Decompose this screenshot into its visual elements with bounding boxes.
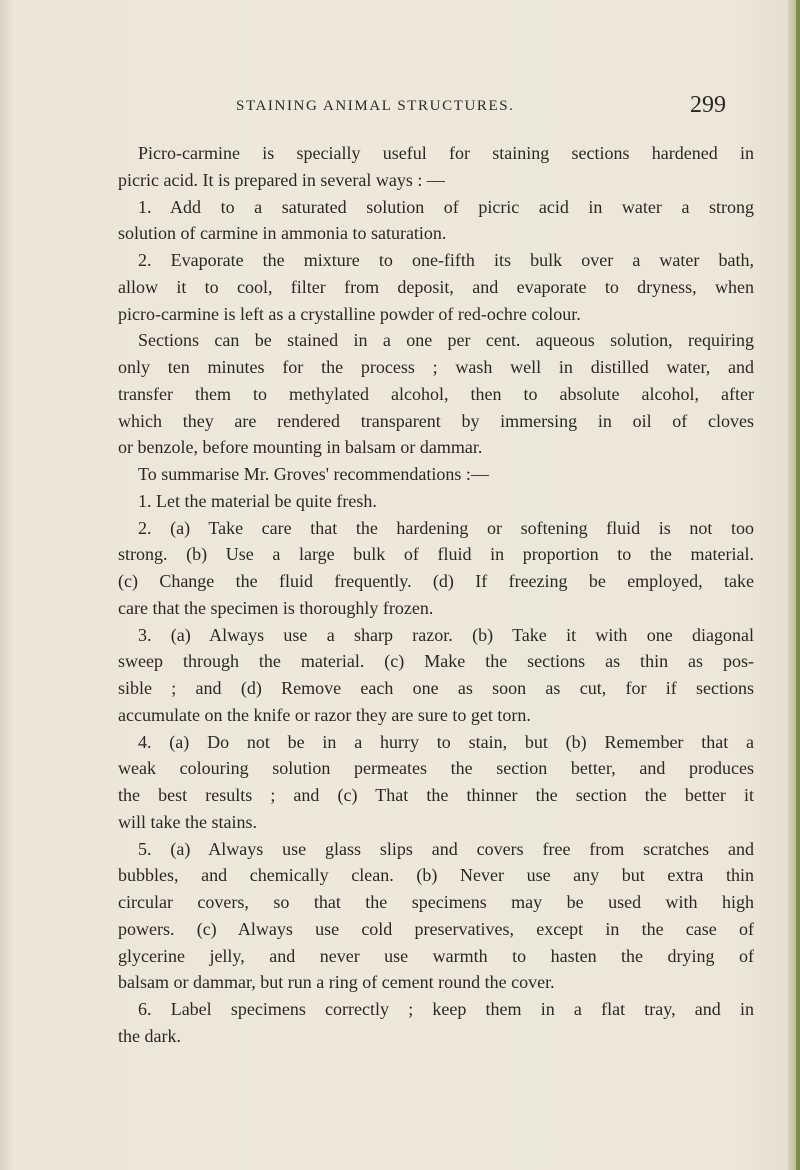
text-line: Picro-carmine is specially useful for staining sections hardened in	[138, 143, 754, 163]
text-line: transfer them to methylated alcohol, then to absolute alcohol, after	[118, 383, 754, 404]
text-line: Sections can be stained in a one per cent. aqueous solution, requiring	[138, 330, 754, 351]
text-line: circular covers, so that the specimens may be used with high	[118, 892, 754, 912]
text-line: glycerine jelly, and never use warmth to hasten the drying of	[118, 945, 754, 966]
text-line: the best results ; and (c) That the thinner the section the better it	[118, 785, 754, 805]
text-line: 1. Let the material be quite fresh.	[138, 490, 377, 511]
page-right-edge	[788, 0, 800, 1170]
page-header	[118, 92, 760, 122]
page-number: 299	[690, 92, 726, 118]
page-gutter-shadow	[0, 0, 10, 1170]
running-head: STAINING ANIMAL STRUCTURES.	[236, 98, 515, 114]
text-line: picric acid. It is prepared in several ways : —	[118, 169, 445, 190]
text-line: sweep through the material. (c) Make the sections as thin as pos-	[118, 651, 754, 672]
text-line: weak colouring solution permeates the section better, and produces	[118, 758, 754, 779]
text-line: the dark.	[118, 1025, 181, 1046]
text-line: which they are rendered transparent by immersing in oil of cloves	[118, 410, 754, 431]
text-line: strong. (b) Use a large bulk of fluid in proportion to the material.	[118, 544, 754, 565]
text-line: solution of carmine in ammonia to saturation.	[118, 223, 447, 244]
text-line: allow it to cool, filter from deposit, and evaporate to dryness, when	[118, 276, 754, 297]
text-line: 6. Label specimens correctly ; keep them in a flat tray, and in	[138, 999, 754, 1019]
text-line: To summarise Mr. Groves' recommendations :—	[138, 464, 489, 484]
body-text	[118, 140, 754, 1050]
text-line: 4. (a) Do not be in a hurry to stain, but (b) Remember that a	[138, 731, 754, 752]
text-line: 5. (a) Always use glass slips and covers free from scratches and	[138, 838, 754, 859]
text-line: sible ; and (d) Remove each one as soon as cut, for if sections	[118, 678, 754, 698]
text-line: balsam or dammar, but run a ring of cement round the cover.	[118, 972, 555, 993]
text-line: powers. (c) Always use cold preservatives, except in the case of	[118, 918, 754, 939]
text-line: bubbles, and chemically clean. (b) Never use any but extra thin	[118, 865, 754, 886]
text-line: 2. Evaporate the mixture to one-fifth its bulk over a water bath,	[138, 250, 754, 270]
text-line: care that the specimen is thoroughly frozen.	[118, 597, 434, 618]
text-line: or benzole, before mounting in balsam or dammar.	[118, 437, 483, 458]
text-line: only ten minutes for the process ; wash well in distilled water, and	[118, 357, 754, 377]
text-line: 3. (a) Always use a sharp razor. (b) Take it with one diagonal	[138, 624, 754, 645]
text-line: 2. (a) Take care that the hardening or softening fluid is not too	[138, 517, 754, 538]
text-line: 1. Add to a saturated solution of picric acid in water a strong	[138, 196, 754, 217]
text-line: (c) Change the fluid frequently. (d) If freezing be employed, take	[118, 571, 754, 591]
text-line: picro-carmine is left as a crystalline powder of red-ochre colour.	[118, 303, 581, 324]
text-line: accumulate on the knife or razor they are sure to get torn.	[118, 704, 531, 725]
text-line: will take the stains.	[118, 811, 257, 832]
